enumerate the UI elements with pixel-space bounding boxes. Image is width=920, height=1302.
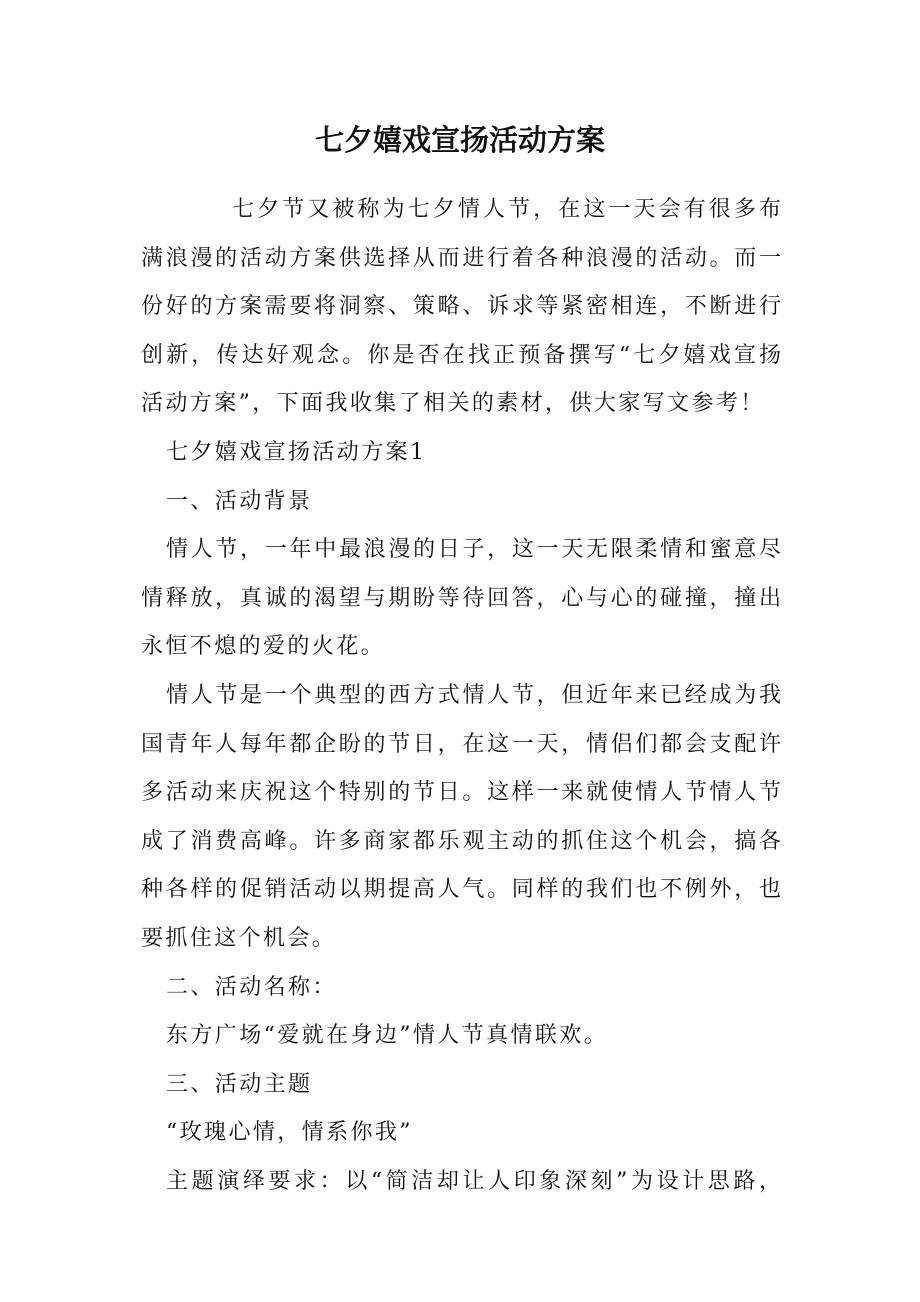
section-title: 七夕嬉戏宣扬活动方案1 (166, 439, 427, 465)
paragraph-line: 主题演绎要求：以“简洁却让人印象深刻”为设计思路， (166, 1168, 781, 1194)
page-title: 七夕嬉戏宣扬活动方案 (314, 123, 605, 157)
paragraph-line: “玫瑰心情，情系你我” (166, 1120, 413, 1146)
paragraph-line: 情人节是一个典型的西方式情人节，但近年来已经成为我 (166, 682, 781, 708)
paragraph-line: 成了消费高峰。许多商家都乐观主动的抓住这个机会，搞各 (141, 828, 781, 854)
paragraph-line: 国青年人每年都企盼的节日，在这一天，情侣们都会支配许 (141, 731, 781, 757)
paragraph-line: 永恒不熄的爱的火花。 (141, 634, 386, 660)
paragraph-line: 情人节，一年中最浪漫的日子，这一天无限柔情和蜜意尽 (166, 537, 781, 563)
document-body (141, 186, 781, 1206)
intro-line: 满浪漫的活动方案供选择从而进行着各种浪漫的活动。而一 (141, 245, 781, 271)
paragraph-line: 东方广场“爱就在身边”情人节真情联欢。 (166, 1023, 609, 1049)
intro-line: 七夕节又被称为七夕情人节，在这一天会有很多布 (232, 197, 781, 222)
heading-theme: 三、活动主题 (166, 1071, 313, 1097)
paragraph-line: 要抓住这个机会。 (141, 925, 337, 951)
paragraph-line: 多活动来庆祝这个特别的节日。这样一来就使情人节情人节 (141, 780, 781, 806)
paragraph-line: 种各样的促销活动以期提高人气。同样的我们也不例外，也 (141, 877, 781, 903)
heading-background: 一、活动背景 (166, 488, 313, 514)
heading-name: 二、活动名称： (166, 974, 337, 1000)
intro-line: 份好的方案需要将洞察、策略、诉求等紧密相连，不断进行 (141, 294, 781, 320)
intro-line: 活动方案”，下面我收集了相关的素材，供大家写文参考！ (141, 391, 765, 417)
paragraph-line: 情释放，真诚的渴望与期盼等待回答，心与心的碰撞，撞出 (141, 585, 781, 611)
intro-line: 创新，传达好观念。你是否在找正预备撰写“七夕嬉戏宣扬 (141, 342, 781, 368)
